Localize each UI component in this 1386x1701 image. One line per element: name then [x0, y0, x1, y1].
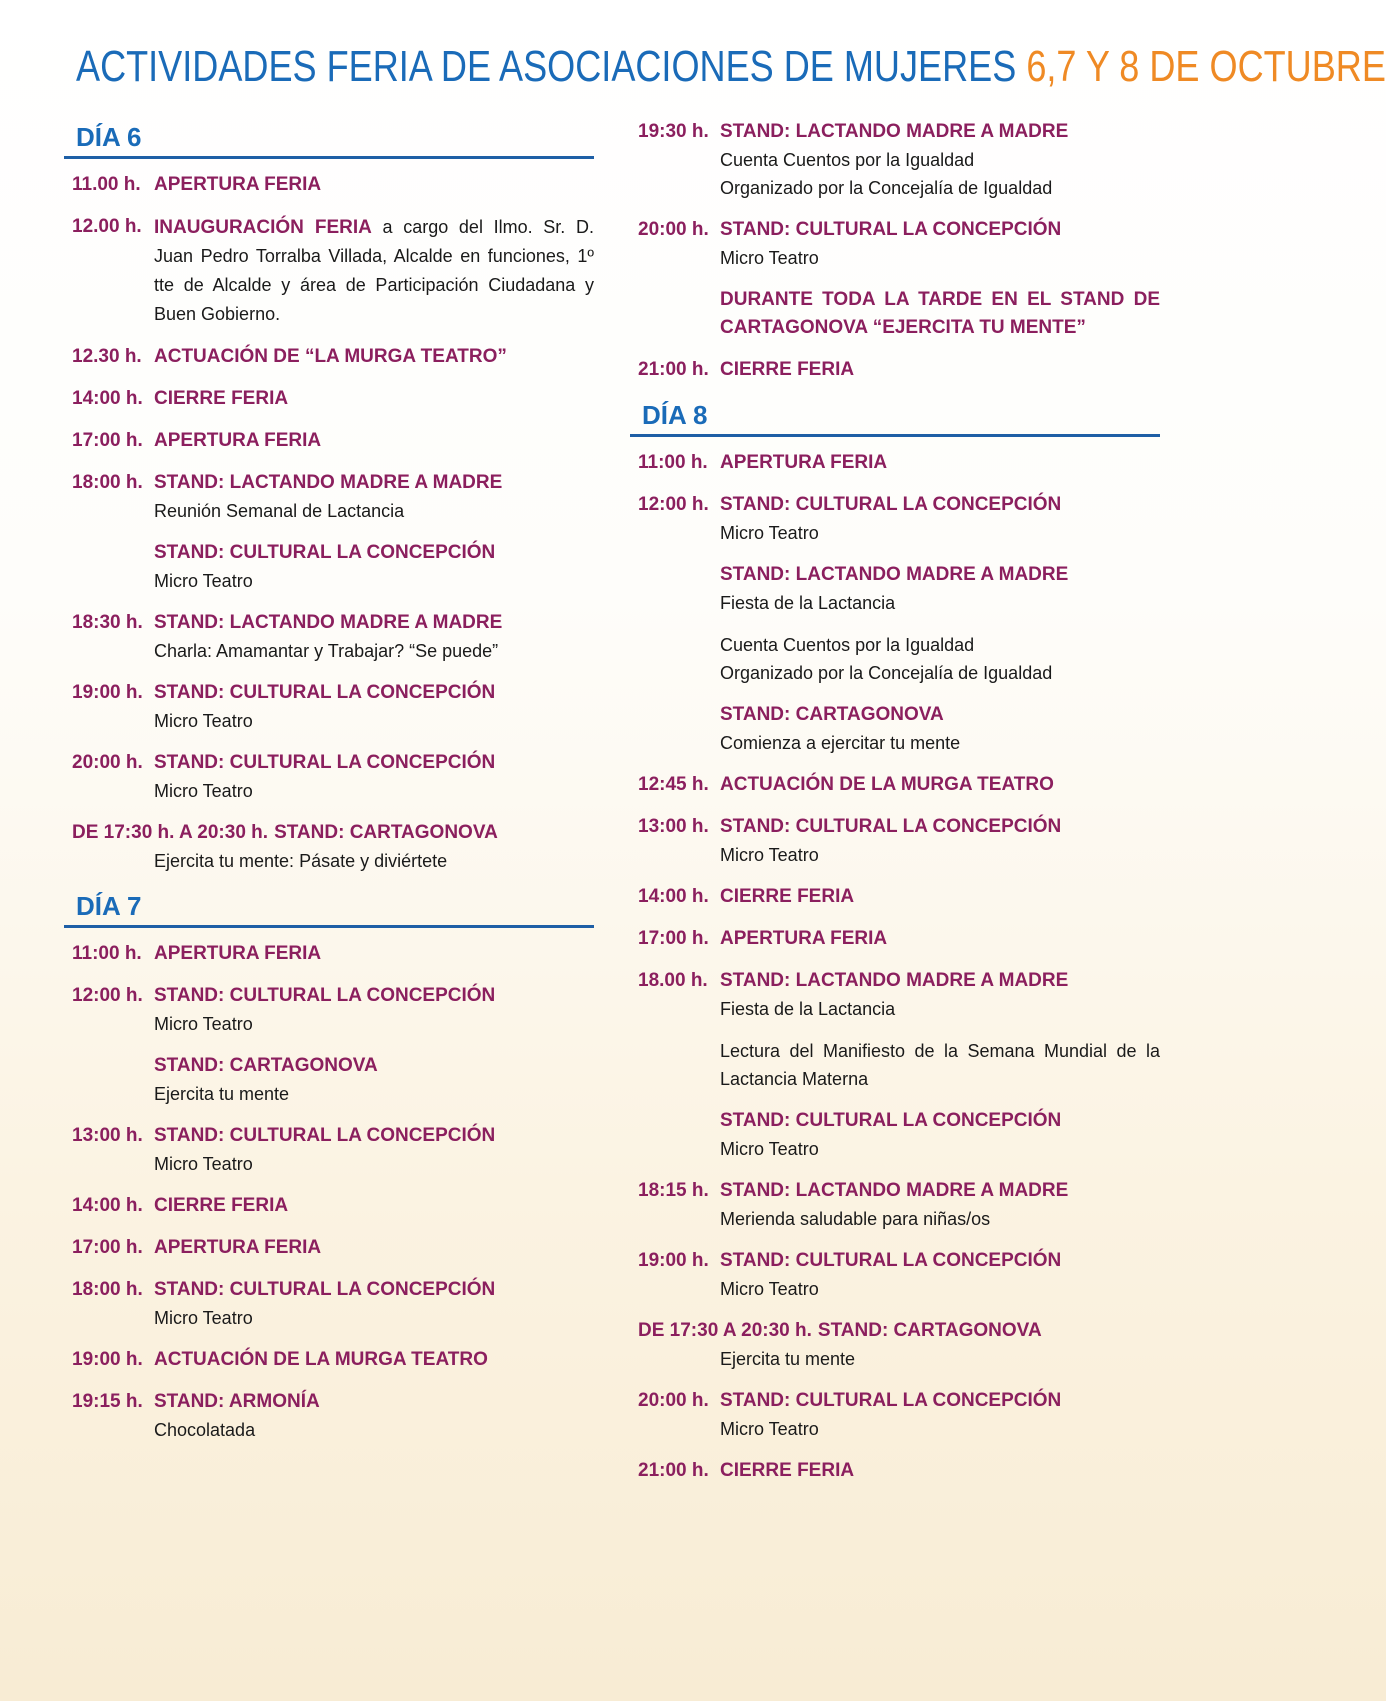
schedule-entry [630, 491, 1160, 547]
day-label: DÍA 6 [76, 122, 142, 152]
entry-time: 14:00 h. [72, 1195, 143, 1216]
entry-time: 18.00 h. [638, 970, 708, 991]
entry-title: ACTUACIÓN DE LA MURGA TEATRO [154, 1349, 488, 1370]
entry-body [720, 631, 1160, 687]
schedule-entry [630, 1177, 1160, 1233]
entry-body [720, 1107, 1160, 1163]
entry-description: Micro Teatro [154, 1014, 253, 1034]
entry-title: CIERRE FERIA [154, 1195, 289, 1216]
day-header-6 [64, 120, 594, 159]
schedule-entry [630, 286, 1160, 342]
entry-description: Organizado por la Concejalía de Igualdad [720, 178, 1053, 198]
entry-body [720, 449, 1160, 477]
entry-time: 18:30 h. [72, 612, 143, 633]
entry-time: 11.00 h. [72, 174, 141, 195]
entry-time: 13:00 h. [638, 816, 709, 837]
entry-body [154, 749, 594, 805]
schedule-entry [630, 701, 1160, 757]
entry-description: Comienza a ejercitar tu mente [720, 733, 961, 753]
entry-time: 18:15 h. [638, 1180, 709, 1201]
schedule-entry [630, 925, 1160, 953]
schedule-entry [630, 449, 1160, 477]
schedule-list-day-7-continued [630, 118, 1160, 384]
entry-body [154, 982, 594, 1038]
entry-body [720, 771, 1160, 799]
entry-description: Micro Teatro [154, 571, 253, 591]
schedule-entry [64, 819, 594, 875]
schedule-entry [64, 749, 594, 805]
entry-title: APERTURA FERIA [720, 928, 888, 949]
page-title [76, 32, 1386, 102]
entry-body [720, 813, 1160, 869]
entry-title: STAND: LACTANDO MADRE A MADRE [154, 472, 503, 493]
entry-title: CIERRE FERIA [720, 359, 855, 380]
entry-title: DURANTE TODA LA TARDE EN EL STAND DE CARTAGONOVA “EJERCITA TU MENTE” [720, 289, 1160, 338]
entry-time: 17:00 h. [72, 430, 143, 451]
entry-body [154, 213, 594, 329]
entry-title: STAND: CULTURAL LA CONCEPCIÓN [154, 985, 496, 1006]
entry-time: 12:00 h. [638, 494, 709, 515]
schedule-entry [630, 118, 1160, 202]
entry-body [154, 1192, 594, 1220]
entry-description: Fiesta de la Lactancia [720, 593, 896, 613]
entry-title: STAND: CARTAGONOVA [274, 822, 498, 843]
schedule-entry [630, 216, 1160, 272]
entry-description: Micro Teatro [154, 781, 253, 801]
entry-description: Fiesta de la Lactancia [720, 999, 896, 1019]
day-divider [64, 156, 594, 159]
entry-body [720, 118, 1160, 202]
entry-body [720, 561, 1160, 617]
entry-description: Cuenta Cuentos por la Igualdad [720, 635, 975, 655]
schedule-list-day-6 [64, 171, 594, 875]
entry-body [720, 1177, 1160, 1233]
entry-time: 21:00 h. [638, 1460, 709, 1481]
schedule-entry [64, 1346, 594, 1374]
entry-time: 12.00 h. [72, 216, 142, 237]
schedule-entry [630, 356, 1160, 384]
entry-time: 20:00 h. [638, 219, 709, 240]
schedule-entry [630, 1037, 1160, 1093]
entry-body [720, 286, 1160, 342]
entry-title-text: INAUGURACIÓN FERIA [154, 217, 372, 238]
entry-body [154, 609, 594, 665]
entry-title: STAND: CULTURAL LA CONCEPCIÓN [154, 542, 496, 563]
schedule-entry [64, 469, 594, 525]
entry-time: 19:15 h. [72, 1391, 143, 1412]
entry-description: Ejercita tu mente [154, 1084, 290, 1104]
entry-time: 12.30 h. [72, 346, 142, 367]
entry-body [720, 925, 1160, 953]
entry-body [154, 343, 594, 371]
entry-time: 18:00 h. [72, 1279, 143, 1300]
entry-title: ACTUACIÓN DE “LA MURGA TEATRO” [154, 346, 507, 367]
entry-body [720, 701, 1160, 757]
schedule-entry [630, 813, 1160, 869]
entry-time: 19:00 h. [638, 1250, 709, 1271]
schedule-entry [630, 967, 1160, 1023]
entry-body [154, 1346, 594, 1374]
schedule-entry [64, 171, 594, 199]
entry-description: Micro Teatro [720, 1419, 819, 1439]
entry-body [720, 491, 1160, 547]
entry-body [154, 171, 594, 199]
schedule-entry [64, 1234, 594, 1262]
entry-title: STAND: LACTANDO MADRE A MADRE [720, 970, 1069, 991]
schedule-entry [64, 940, 594, 968]
schedule-entry [630, 1457, 1160, 1485]
entry-body [154, 1234, 594, 1262]
entry-time: 19:00 h. [72, 1349, 143, 1370]
schedule-list-day-8 [630, 449, 1160, 1485]
entry-title: STAND: LACTANDO MADRE A MADRE [720, 1180, 1069, 1201]
entry-title: CIERRE FERIA [154, 388, 289, 409]
entry-title: CIERRE FERIA [720, 1460, 855, 1481]
entry-time: DE 17:30 h. A 20:30 h. [72, 822, 269, 843]
entry-time: 12:45 h. [638, 774, 709, 795]
entry-description: Lectura del Manifiesto de la Semana Mundial de la Lactancia Materna [720, 1041, 1160, 1089]
entry-body [154, 427, 594, 455]
entry-title: STAND: CULTURAL LA CONCEPCIÓN [154, 682, 496, 703]
entry-title: APERTURA FERIA [154, 174, 322, 195]
entry-description: Micro Teatro [720, 845, 819, 865]
entry-description: Micro Teatro [720, 1279, 819, 1299]
entry-title: APERTURA FERIA [154, 1237, 322, 1258]
entry-title: STAND: CULTURAL LA CONCEPCIÓN [154, 1279, 496, 1300]
entry-title: ACTUACIÓN DE LA MURGA TEATRO [720, 774, 1054, 795]
schedule-list-day-7 [64, 940, 594, 1444]
entry-body [720, 216, 1160, 272]
entry-time: 12:00 h. [72, 985, 143, 1006]
entry-title: STAND: CULTURAL LA CONCEPCIÓN [720, 1250, 1062, 1271]
entry-title: STAND: LACTANDO MADRE A MADRE [720, 121, 1069, 142]
schedule-entry [64, 609, 594, 665]
entry-title: STAND: CARTAGONOVA [817, 1320, 1042, 1341]
entry-body [154, 1122, 594, 1178]
schedule-entry [630, 1387, 1160, 1443]
left-column [64, 118, 594, 1458]
schedule-entry [64, 1388, 594, 1444]
entry-body [720, 356, 1160, 384]
schedule-entry [64, 385, 594, 413]
entry-time: 11:00 h. [72, 943, 142, 964]
title-dates: 6,7 Y 8 DE OCTUBRE [1026, 42, 1386, 91]
entry-time: 19:30 h. [638, 121, 709, 142]
title-main: ACTIVIDADES FERIA DE ASOCIACIONES DE MUJERES [76, 42, 1017, 91]
entry-body [154, 679, 594, 735]
entry-body [720, 1037, 1160, 1093]
schedule-entry [64, 679, 594, 735]
entry-time: DE 17:30 A 20:30 h. [638, 1320, 812, 1341]
entry-description: Micro Teatro [154, 1308, 253, 1328]
entry-description: Micro Teatro [154, 1154, 253, 1174]
entry-time: 13:00 h. [72, 1125, 143, 1146]
entry-title: STAND: CULTURAL LA CONCEPCIÓN [154, 1125, 496, 1146]
entry-body [274, 819, 594, 847]
entry-title: STAND: CULTURAL LA CONCEPCIÓN [720, 816, 1062, 837]
entry-time: 20:00 h. [638, 1390, 709, 1411]
entry-description: Ejercita tu mente: Pásate y diviértete [154, 851, 448, 871]
entry-time: 17:00 h. [638, 928, 709, 949]
schedule-entry [64, 427, 594, 455]
entry-title: STAND: CARTAGONOVA [154, 1055, 378, 1076]
day-divider [64, 925, 594, 928]
entry-title: STAND: ARMONÍA [154, 1391, 320, 1412]
entry-inline-description: a cargo del Ilmo. Sr. D. Juan Pedro Torralba Villada, Alcalde en funciones, 1º tte de Alcalde y área de Participación Ciudadana y Buen Gobierno. [154, 217, 594, 324]
entry-time: 19:00 h. [72, 682, 143, 703]
entry-description: Micro Teatro [720, 523, 819, 543]
schedule-entry [64, 1192, 594, 1220]
entry-time: 21:00 h. [638, 359, 709, 380]
entry-title: STAND: CULTURAL LA CONCEPCIÓN [720, 1110, 1062, 1131]
entry-body [720, 1457, 1160, 1485]
entry-title: APERTURA FERIA [154, 943, 322, 964]
day-header-8 [630, 398, 1160, 437]
schedule-entry [64, 343, 594, 371]
entry-body [720, 1387, 1160, 1443]
entry-body [154, 539, 594, 595]
entry-title: STAND: CULTURAL LA CONCEPCIÓN [154, 752, 496, 773]
entry-description: Micro Teatro [154, 711, 253, 731]
entry-body [154, 1276, 594, 1332]
entry-time: 17:00 h. [72, 1237, 143, 1258]
entry-title: CIERRE FERIA [720, 886, 855, 907]
schedule-entry [630, 771, 1160, 799]
entry-time: 20:00 h. [72, 752, 143, 773]
entry-body [818, 1317, 1160, 1345]
schedule-entry [64, 539, 594, 595]
entry-description: Micro Teatro [720, 248, 819, 268]
entry-description: Charla: Amamantar y Trabajar? “Se puede” [154, 641, 499, 661]
entry-title: STAND: LACTANDO MADRE A MADRE [720, 564, 1069, 585]
entry-body [154, 469, 594, 525]
entry-body [154, 385, 594, 413]
entry-time: 14:00 h. [72, 388, 143, 409]
entry-time: 11:00 h. [638, 452, 708, 473]
schedule-entry [630, 631, 1160, 687]
schedule-entry [630, 1247, 1160, 1303]
entry-description: Chocolatada [154, 1420, 256, 1440]
entry-title: STAND: CULTURAL LA CONCEPCIÓN [720, 1390, 1062, 1411]
entry-body [720, 967, 1160, 1023]
entry-body [154, 1052, 594, 1108]
day-header-7 [64, 889, 594, 928]
entry-body [154, 1388, 594, 1444]
entry-title: STAND: LACTANDO MADRE A MADRE [154, 612, 503, 633]
schedule-entry [630, 1317, 1160, 1373]
schedule-entry [630, 561, 1160, 617]
day-divider [630, 434, 1160, 437]
right-column [630, 118, 1160, 1499]
schedule-entry [64, 213, 594, 329]
schedule-entry [630, 1107, 1160, 1163]
entry-time: 18:00 h. [72, 472, 143, 493]
entry-title: STAND: CULTURAL LA CONCEPCIÓN [720, 494, 1062, 515]
entry-description: Ejercita tu mente [720, 1349, 856, 1369]
entry-title: STAND: CULTURAL LA CONCEPCIÓN [720, 219, 1062, 240]
entry-time: 14:00 h. [638, 886, 709, 907]
entry-description: Merienda saludable para niñas/os [720, 1209, 991, 1229]
entry-title: STAND: CARTAGONOVA [720, 704, 944, 725]
schedule-entry [64, 1122, 594, 1178]
entry-description: Cuenta Cuentos por la Igualdad [720, 150, 975, 170]
day-label: DÍA 7 [76, 891, 142, 921]
entry-title: APERTURA FERIA [154, 430, 322, 451]
entry-description: Micro Teatro [720, 1139, 819, 1159]
entry-description: Reunión Semanal de Lactancia [154, 501, 405, 521]
day-label: DÍA 8 [642, 400, 708, 430]
schedule-entry [630, 883, 1160, 911]
entry-body [720, 883, 1160, 911]
entry-body [154, 940, 594, 968]
schedule-entry [64, 1276, 594, 1332]
entry-body [720, 1247, 1160, 1303]
entry-title [154, 213, 594, 329]
schedule-entry [64, 982, 594, 1038]
entry-title: APERTURA FERIA [720, 452, 888, 473]
entry-description: Organizado por la Concejalía de Igualdad [720, 663, 1053, 683]
schedule-entry [64, 1052, 594, 1108]
